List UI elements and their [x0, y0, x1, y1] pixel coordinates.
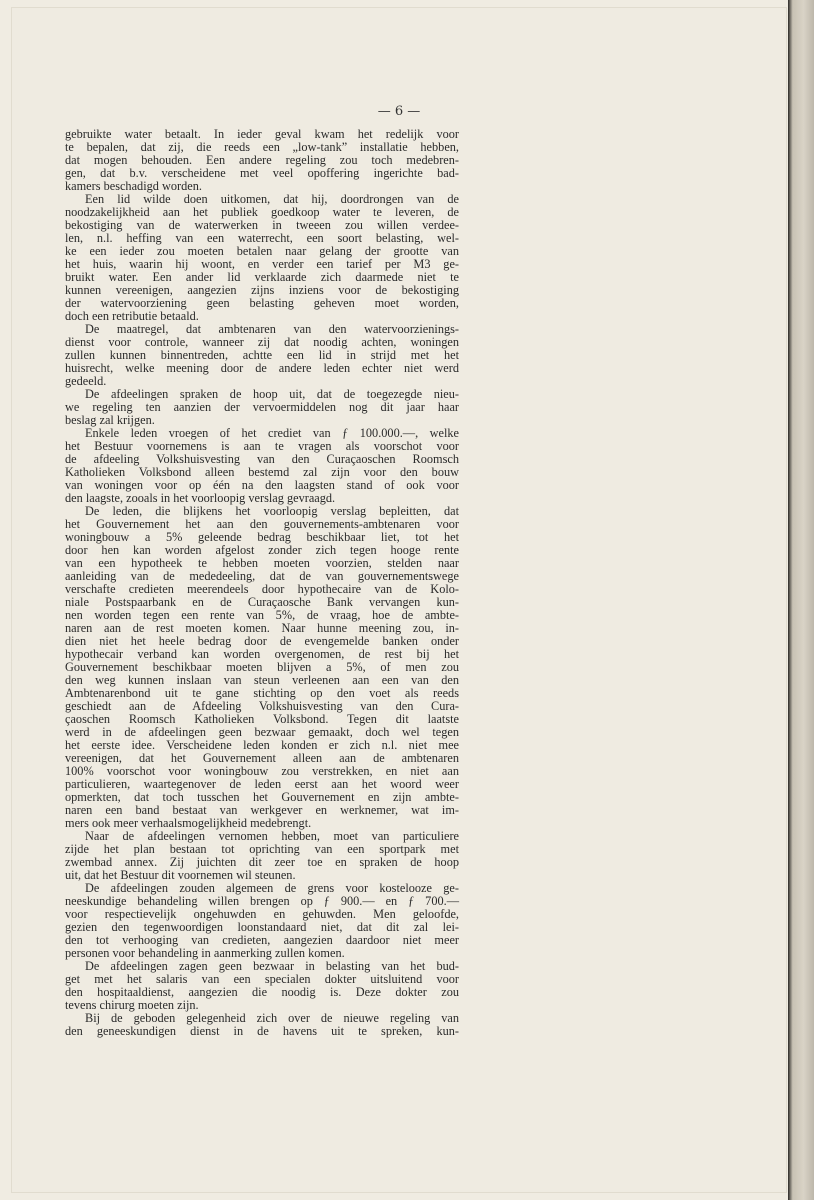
text-line: çaoschen Roomsch Katholieken Volksbond. Tegen dit laatste — [65, 712, 459, 726]
text-line: Bij de geboden gelegenheid zich over de nieuwe regeling van — [85, 1011, 459, 1025]
text-line: dienst voor controle, wanneer zij dat noodig achten, woningen — [65, 335, 459, 349]
text-line: Ambtenarenbond uit te gane stichting op den voet als reeds — [65, 686, 459, 700]
text-line: dat mogen behouden. Een andere regeling zou toch medebren- — [65, 153, 459, 167]
text-line: huisrecht, welke meening door de andere leden echter niet werd — [65, 361, 459, 375]
text-line: gedeeld. — [65, 374, 107, 388]
text-line: noodzakelijkheid aan het publiek goedkoop water te leveren, de — [65, 205, 459, 219]
text-line: De maatregel, dat ambtenaren van den watervoorzienings- — [85, 322, 459, 336]
text-line: geschiedt aan de Afdeeling Volkshuisvesting van den Cura- — [65, 699, 459, 713]
text-line: we regeling ten aanzien der vervoermiddelen nog dit jaar haar — [65, 400, 459, 414]
text-line: van een hypotheek te hebben moeten voorzien, stelden naar — [65, 556, 459, 570]
text-line: woningbouw a 5% geleende bedrag beschikbaar liet, tot het — [65, 530, 459, 544]
text-line: gebruikte water betaalt. In ieder geval kwam het redelijk voor — [65, 127, 459, 141]
next-page-edge — [788, 0, 814, 1200]
text-line: dien niet het heele bedrag door de evengemelde banken onder — [65, 634, 459, 648]
text-line: niale Postspaarbank en de Curaçaosche Bank vervangen kun- — [65, 595, 459, 609]
text-line: bekostiging van de waterwerken in tweeen zou willen verdee- — [65, 218, 459, 232]
page-number: — 6 — — [377, 104, 421, 119]
text-line: den laagste, zooals in het voorloopig verslag gevraagd. — [65, 491, 336, 505]
text-line: Naar de afdeelingen vernomen hebben, moet van particuliere — [85, 829, 459, 843]
text-line: neeskundige behandeling willen brengen op ƒ 900.— en ƒ 700.— — [65, 894, 459, 908]
text-line: ke een ieder zou moeten betalen naar gelang der grootte van — [65, 244, 459, 258]
text-line: verschafte credieten meerendeels door hypothecaire van de Kolo- — [65, 582, 459, 596]
text-line: gezien den tegenwoordigen loonstandaard niet, dat dit zal lei- — [65, 920, 459, 934]
text-line: mers ook meer verhaalsmogelijkheid medebrengt. — [65, 816, 312, 830]
text-line: tevens chirurg moeten zijn. — [65, 998, 199, 1012]
text-line: uit, dat het Bestuur dit voornemen wil steunen. — [65, 868, 296, 882]
text-line: vereenigen, dat het Gouvernement alleen aan de ambtenaren — [65, 751, 459, 765]
text-line: zijde het plan bestaan tot oprichting van een sportpark met — [65, 842, 459, 856]
text-line: zwembad annex. Zij juichten dit zeer toe en spraken de hoop — [65, 855, 459, 869]
text-line: het Gouvernement het aan den gouvernements-ambtenaren voor — [65, 517, 459, 531]
text-line: len, n.l. heffing van een waterrecht, een soort belasting, wel- — [65, 231, 459, 245]
text-line: het eerste idee. Verscheidene leden konden er zich n.l. niet mee — [65, 738, 459, 752]
text-line: get met het salaris van een specialen dokter uitsluitend voor — [65, 972, 459, 986]
text-line: De afdeelingen spraken de hoop uit, dat de toegezegde nieu- — [85, 387, 459, 401]
text-line: het huis, waarin hij woont, en verder een tarief per M3 ge- — [65, 257, 459, 271]
text-line: den tot verhooging van credieten, aangezien daardoor niet meer — [65, 933, 459, 947]
text-line: werd in de afdeelingen geen bezwaar gemaakt, doch wel tegen — [65, 725, 459, 739]
text-line: den hospitaaldienst, aangezien die noodig is. Deze dokter zou — [65, 985, 459, 999]
text-line: den geneeskundigen dienst in de havens uit te spreken, kun- — [65, 1024, 459, 1038]
text-line: door hen kan worden afgelost zonder zich tegen hooge rente — [65, 543, 459, 557]
text-line: gen, dat b.v. verscheidene met veel opoffering ingerichte bad- — [65, 166, 459, 180]
text-line: De leden, die blijkens het voorloopig verslag bepleitten, dat — [85, 504, 459, 518]
text-line: van woningen voor op één na den laagsten stand of ook voor — [65, 478, 459, 492]
text-line: Katholieken Volksbond alleen bestemd zal zijn voor den bouw — [65, 465, 459, 479]
text-line: opmerkten, dat toch tusschen het Gouvernement en zijn ambte- — [65, 790, 459, 804]
text-line: voor respectievelijk ongehuwden en gehuwden. Men geloofde, — [65, 907, 459, 921]
text-line: personen voor behandeling in aanmerking zullen komen. — [65, 946, 345, 960]
text-line: den weg kunnen inslaan van steun verleenen aan een van den — [65, 673, 459, 687]
text-line: De afdeelingen zouden algemeen de grens voor kostelooze ge- — [85, 881, 459, 895]
text-line: De afdeelingen zagen geen bezwaar in belasting van het bud- — [85, 959, 459, 973]
text-line: kunnen vereenigen, aangezien zijns inziens voor de bekostiging — [65, 283, 459, 297]
text-line: der watervoorziening geen belasting geheven moet worden, — [65, 296, 459, 310]
text-line: naren een band bestaat van werkgever en werknemer, wat im- — [65, 803, 459, 817]
text-line: naren aan de rest moeten komen. Naar hunne meening zou, in- — [65, 621, 459, 635]
document-page — [12, 8, 786, 1192]
text-line: aanleiding van de mededeeling, dat de van gouvernementswege — [65, 569, 459, 583]
text-line: bruikt water. Een ander lid verklaarde zich daarmede niet te — [65, 270, 459, 284]
text-line: nen worden tegen een rente van 5%, de vraag, hoe de ambte- — [65, 608, 459, 622]
body-text — [65, 128, 459, 1038]
text-line: beslag zal krijgen. — [65, 413, 155, 427]
text-line: de afdeeling Volkshuisvesting van den Curaçaoschen Roomsch — [65, 452, 459, 466]
text-line: Gouvernement beschikbaar moeten blijven a 5%, of men zou — [65, 660, 459, 674]
text-line: 100% voorschot voor woningbouw zou verstrekken, en niet aan — [65, 764, 459, 778]
text-line: hypothecair verband kan worden overgenomen, de rest bij het — [65, 647, 459, 661]
text-line: Een lid wilde doen uitkomen, dat hij, doordrongen van de — [85, 192, 459, 206]
text-line: te bepalen, dat zij, die reeds een „low-tank” installatie hebben, — [65, 140, 459, 154]
text-line: kamers beschadigd worden. — [65, 179, 202, 193]
text-line: particulieren, waartegenover de leden eerst aan het woord weer — [65, 777, 459, 791]
text-line: zullen kunnen binnentreden, achtte een lid in strijd met het — [65, 348, 459, 362]
text-line: doch een retributie betaald. — [65, 309, 199, 323]
text-line: het Bestuur voornemens is aan te vragen als voorschot voor — [65, 439, 459, 453]
text-line: Enkele leden vroegen of het crediet van ƒ 100.000.—, welke — [85, 426, 459, 440]
